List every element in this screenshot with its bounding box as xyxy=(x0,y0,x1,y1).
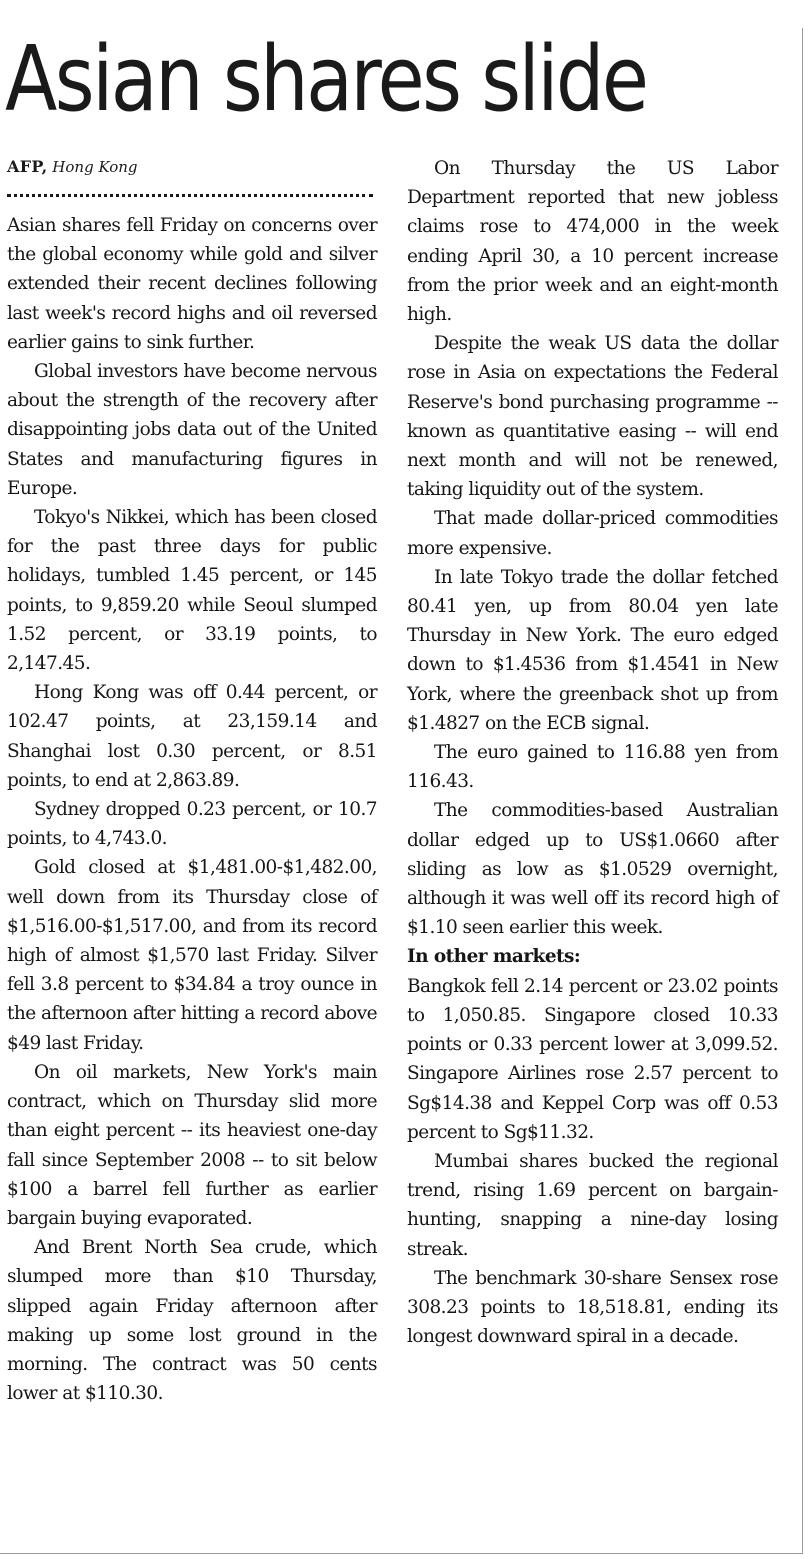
byline-place: Hong Kong xyxy=(52,158,138,176)
paragraph: Hong Kong was off 0.44 percent, or 102.47 points, at 23,159.14 and Shanghai lost 0.30 percent, or 8.51 points, to end at 2,863.89. xyxy=(7,682,377,791)
paragraph: Sydney dropped 0.23 percent, or 10.7 points, to 4,743.0. xyxy=(7,799,377,850)
paragraph: Gold closed at $1,481.00-$1,482.00, well down from its Thursday close of $1,516.00-$1,517.00, and from its record high of almost $1,570 last Friday. Silver fell 3.8 percent to $34.84 a troy ounce in the afternoon after hitting a record above $49 last Friday. xyxy=(7,857,377,1054)
paragraph: That made dollar-priced commodities more expensive. xyxy=(407,508,778,559)
paragraph: The commodities-based Australian dollar edged up to US$1.0660 after sliding as low as $1.0529 overnight, although it was well off its record high of $1.10 seen earlier this week. xyxy=(407,800,778,939)
column-border-right xyxy=(802,28,803,1554)
paragraph: Despite the weak US data the dollar rose in Asia on expectations the Federal Reserve's bond purchasing programme -- known as quantitative easing -- will end next month and will not be renewed, taking liquidity out of the system. xyxy=(407,333,778,501)
byline-agency: AFP, xyxy=(7,157,48,176)
right-column xyxy=(407,154,778,1351)
paragraph: On oil markets, New York's main contract, which on Thursday slid more than eight percent -- its heaviest one-day fall since September 2008 -- to sit below $100 a barrel fell further as earlier bargain buying evaporated. xyxy=(7,1061,377,1229)
paragraph: Bangkok fell 2.14 percent or 23.02 points to 1,050.85. Singapore closed 10.33 points or 0.33 percent lower at 3,099.52. Singapore Airlines rose 2.57 percent to Sg$14.38 and Keppel Corp was off 0.53 percent to Sg$11.32. xyxy=(407,975,778,1143)
subheading-other-markets: In other markets: xyxy=(407,946,581,968)
paragraph-lead: Asian shares fell Friday on concerns over the global economy while gold and silver extended their recent declines following last week's record highs and oil reversed earlier gains to sink further. xyxy=(7,215,377,353)
left-column xyxy=(7,211,377,1408)
byline xyxy=(7,153,377,181)
paragraph: And Brent North Sea crude, which slumped more than $10 Thursday, slipped again Friday afternoon after making up some lost ground in the morning. The contract was 50 cents lower at $110.30. xyxy=(7,1237,377,1405)
paragraph: Mumbai shares bucked the regional trend, rising 1.69 percent on bargain-hunting, snapping a nine-day losing streak. xyxy=(407,1150,778,1260)
byline-divider xyxy=(7,194,373,197)
headline: Asian shares slide xyxy=(5,27,647,132)
paragraph: On Thursday the US Labor Department reported that new jobless claims rose to 474,000 in the week ending April 30, a 10 percent increase from the prior week and an eight-month high. xyxy=(407,158,778,326)
paragraph: The euro gained to 116.88 yen from 116.43. xyxy=(407,742,778,793)
paragraph: Tokyo's Nikkei, which has been closed for the past three days for public holidays, tumbled 1.45 percent, or 145 points, to 9,859.20 while Seoul slumped 1.52 percent, or 33.19 points, to 2,147.45. xyxy=(7,507,377,675)
column-border-bottom xyxy=(0,1553,803,1554)
paragraph: In late Tokyo trade the dollar fetched 80.41 yen, up from 80.04 yen late Thursday in New York. The euro edged down to $1.4536 from $1.4541 in New York, where the greenback shot up from $1.4827 on the ECB signal. xyxy=(407,566,778,734)
paragraph: The benchmark 30-share Sensex rose 308.23 points to 18,518.81, ending its longest downward spiral in a decade. xyxy=(407,1267,778,1348)
paragraph: Global investors have become nervous about the strength of the recovery after disappointing jobs data out of the United States and manufacturing figures in Europe. xyxy=(7,361,377,499)
